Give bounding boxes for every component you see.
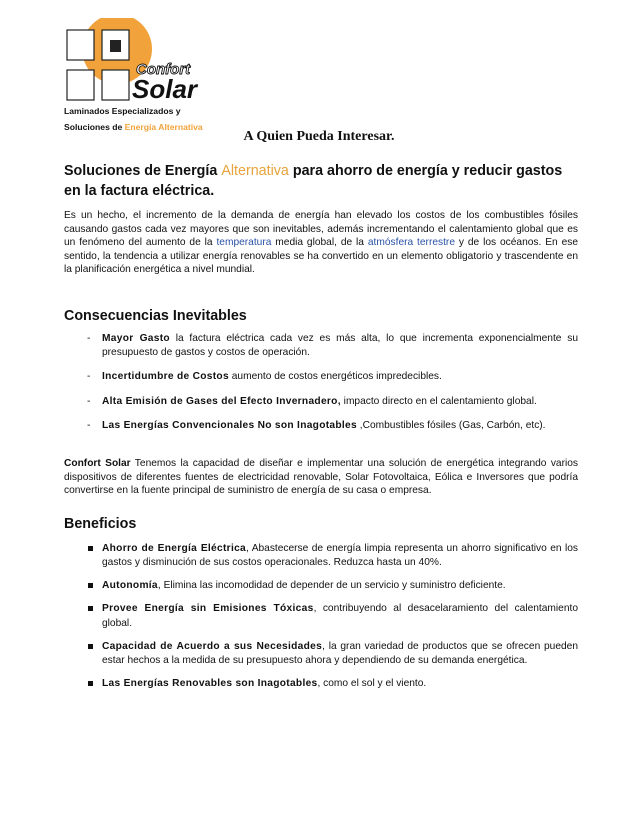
list-item: Ahorro de Energía Eléctrica, Abastecerse de energía limpia representa un ahorro significativo en los gastos y disminución de sus costos operacionales. Reduzca hasta un 40%. xyxy=(64,542,578,570)
list-item: - Incertidumbre de Costos aumento de costos energéticos impredecibles. xyxy=(64,370,578,384)
company-paragraph: Confort Solar Tenemos la capacidad de diseñar e implementar una solución de energética integrando varios dispositivos de diferentes fuentes de electricidad renovable, Solar Fotovoltaica, Eólica e Inversores que podría convertirse en la fuente principal de suministro de energía de su casa o empresa. xyxy=(64,457,578,497)
atmosfera-terrestre-link[interactable]: atmósfera terrestre xyxy=(367,237,455,249)
intro-paragraph: Es un hecho, el incremento de la demanda de energía han elevado los costos de los combustibles fósiles causando gastos cada vez mayores que son inevitables, además incrementando el calentamiento global que es un fenómeno del aumento de la temperatura media global, de la atmósfera terrestre y de los océanos. En ese sentido, la tendencia a utilizar energía renovables se ha convertido en un elemento obligatorio y trascendente en la planificación energética a nivel mundial. xyxy=(64,210,578,276)
list-item: Capacidad de Acuerdo a sus Necesidades, la gran variedad de productos que se ofrecen pueden estar hechos a la medida de su presupuesto ahora y dependiendo de su demanda energética. xyxy=(64,640,578,668)
title-highlight: Alternativa xyxy=(221,163,289,179)
logo-square-bottom-left xyxy=(67,70,94,100)
tagline-accent: Energía Alternativa xyxy=(124,122,203,132)
square-bullet-icon xyxy=(88,546,93,551)
logo-square-bottom-right xyxy=(102,70,129,100)
list-item: Autonomía, Elimina las incomodidad de depender de un servicio y suministro deficiente. xyxy=(64,579,578,593)
list-item: Las Energías Renovables son Inagotables, como el sol y el viento. xyxy=(64,677,578,691)
list-item: Provee Energía sin Emisiones Tóxicas, contribuyendo al desacelaramiento del calentamiento global. xyxy=(64,602,578,630)
document-body xyxy=(64,161,578,691)
dash-bullet-icon: - xyxy=(87,332,91,344)
beneficios-list xyxy=(64,542,578,692)
logo-confort-text: Confort xyxy=(136,61,191,78)
company-logo xyxy=(64,18,244,102)
confort-solar-logo-graphic xyxy=(64,18,244,102)
consecuencias-heading: Consecuencias Inevitables xyxy=(64,307,247,324)
square-bullet-icon xyxy=(88,583,93,588)
beneficios-heading: Beneficios xyxy=(64,515,137,532)
logo-square-top-left xyxy=(67,30,94,60)
dash-bullet-icon: - xyxy=(87,419,91,431)
dash-bullet-icon: - xyxy=(87,395,91,407)
square-bullet-icon xyxy=(88,644,93,649)
tagline-line-1: Laminados Especializados y xyxy=(64,106,181,116)
company-name: Confort Solar xyxy=(64,457,131,469)
list-item: - Alta Emisión de Gases del Efecto Invernadero, impacto directo en el calentamiento global. xyxy=(64,395,578,409)
logo-solar-text: Solar xyxy=(132,74,198,102)
tagline-line-2: Soluciones de Energía Alternativa xyxy=(64,122,203,132)
list-item: - Las Energías Convencionales No son Inagotables ,Combustibles fósiles (Gas, Carbón, etc). xyxy=(64,419,578,433)
consecuencias-list xyxy=(64,332,578,433)
logo-square-inner xyxy=(110,40,121,52)
salutation: A Quien Pueda Interesar. xyxy=(243,129,395,144)
intro-title: Soluciones de Energía Alternativa para ahorro de energía y reducir gastos en la factura eléctrica. xyxy=(64,163,563,199)
square-bullet-icon xyxy=(88,681,93,686)
dash-bullet-icon: - xyxy=(87,371,91,383)
list-item: - Mayor Gasto la factura eléctrica cada vez es más alta, lo que incrementa exponencialmente su presupuesto de gastos y costos de operación. xyxy=(87,332,578,359)
square-bullet-icon xyxy=(88,606,93,611)
temperatura-link[interactable]: temperatura xyxy=(216,237,272,249)
